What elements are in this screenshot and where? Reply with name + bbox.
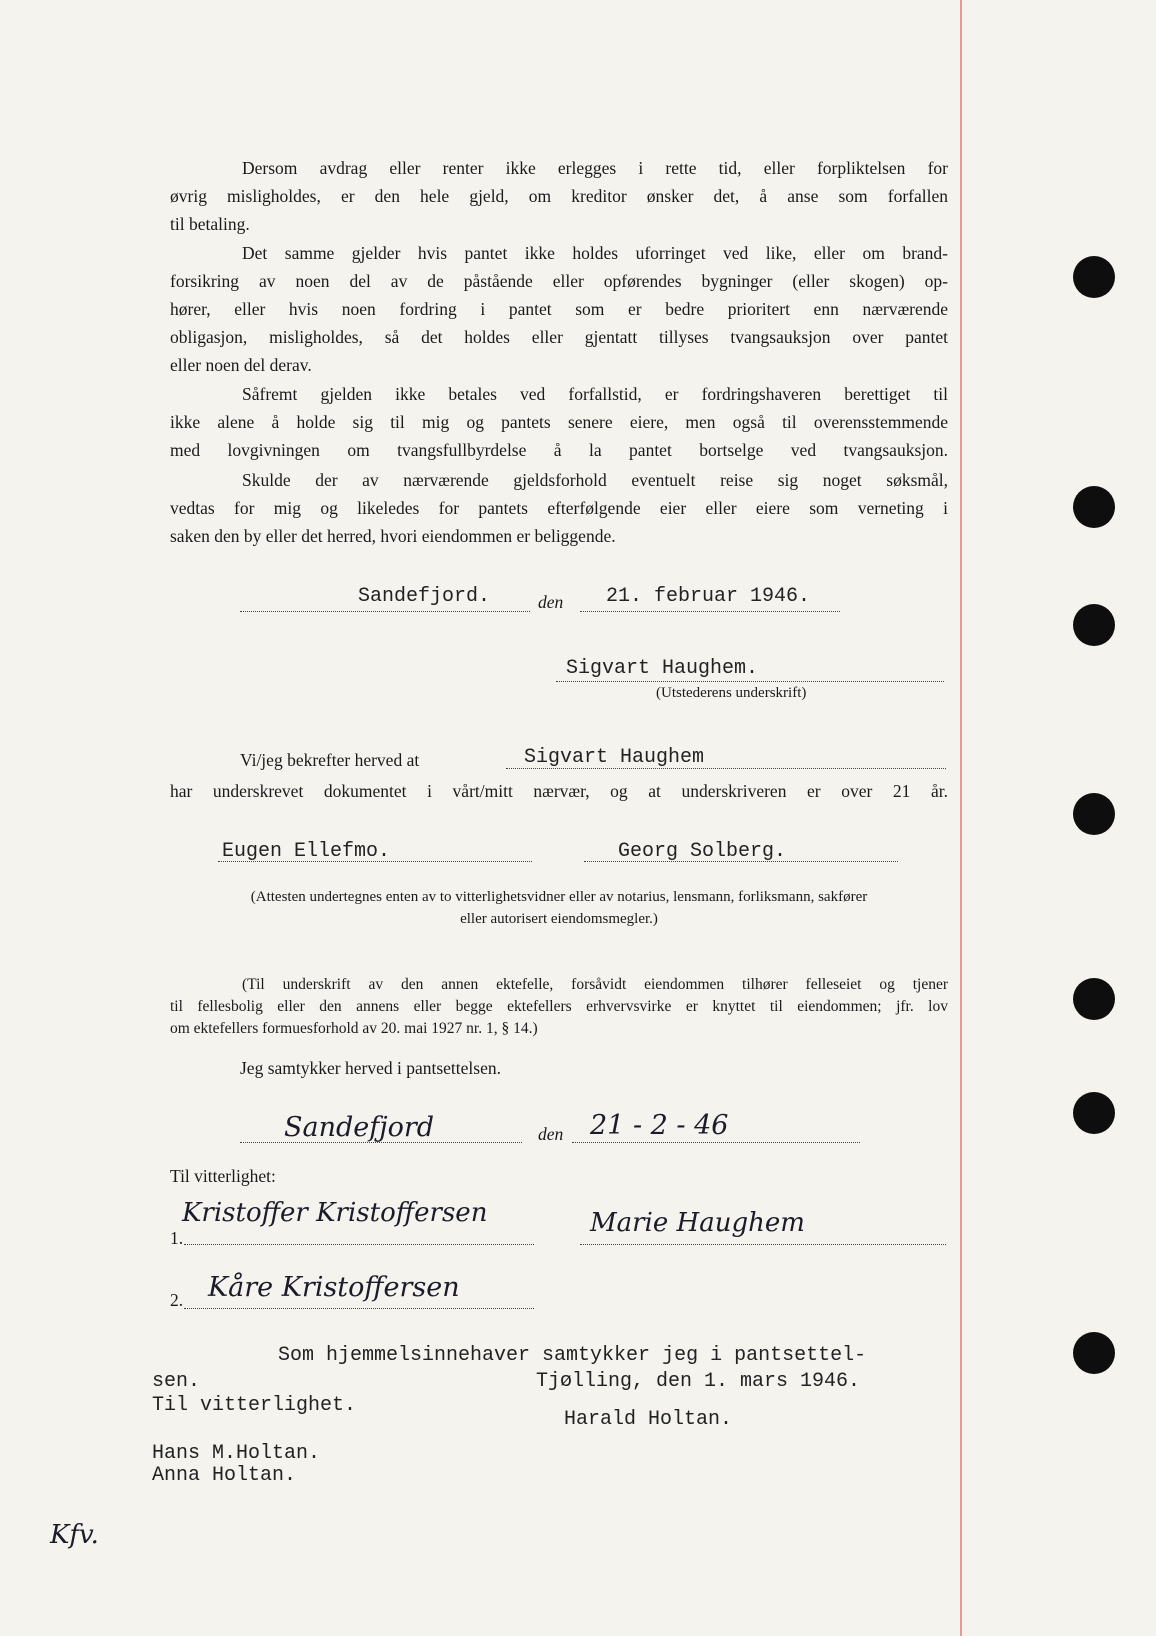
spouse-place: Sandefjord [284, 1112, 435, 1143]
confirmation-lead: Vi/jeg bekrefter herved at [240, 750, 420, 770]
text-line: obligasjon, misligholdes, så det holdes eller gjentatt tillyses tvangsauksjon over pantet [170, 327, 948, 347]
den-label: den [538, 592, 564, 612]
spouse-witness-line-1 [184, 1244, 534, 1245]
spouse-date-line [572, 1142, 860, 1143]
date-dotted-line [580, 611, 840, 612]
witness-1-name: Eugen Ellefmo. [222, 840, 391, 863]
text-line: Skulde der av nærværende gjeldsforhold eventuelt reise sig noget søksmål, [242, 470, 948, 490]
text-line: til fellesbolig eller den annens eller begge ektefellers erhvervsvirke er knyttet til eiendommen; jfr. lov [170, 998, 948, 1015]
text-line: om ektefellers formuesforhold av 20. mai 1927 nr. 1, § 14.) [170, 1020, 538, 1037]
addendum-signer: Harald Holtan. [564, 1408, 733, 1431]
confirmation-line-2 [170, 777, 948, 805]
punch-hole-4 [1073, 793, 1115, 835]
red-margin-line [960, 0, 962, 1636]
punch-hole-1 [1073, 256, 1115, 298]
paragraph-venue [170, 466, 948, 550]
addendum-line-1: Som hjemmelsinnehaver samtykker jeg i pantsettel- [278, 1344, 867, 1367]
witness-number-2: 2. [170, 1290, 184, 1310]
text-line: hører, eller hvis noen fordring i pantet som er bedre prioritert enn nærværende [170, 299, 948, 319]
text-line: har underskrevet dokumentet i vårt/mitt nærvær, og at underskriveren er over 21 år. [170, 781, 948, 801]
text-line: Det samme gjelder hvis pantet ikke holdes uforringet ved like, eller om brand- [242, 243, 948, 263]
issuer-signature-line [556, 681, 944, 682]
text-line: forsikring av noen del av de påstående eller opførendes bygninger (eller skogen) op- [170, 271, 948, 291]
text-line: (Attesten undertegnes enten av to vitterlighetsvidner eller av notarius, lensmann, forliksmann, sakfører [250, 889, 868, 905]
text-line: vedtas for mig og likeledes for pantets efterfølgende eier eller eiere som verneting i [170, 498, 948, 518]
issuer-caption: (Utstederens underskrift) [656, 685, 807, 701]
paragraph-collateral [170, 239, 948, 379]
witness-2-name: Georg Solberg. [618, 840, 787, 863]
punch-hole-2 [1073, 486, 1115, 528]
text-line: Dersom avdrag eller renter ikke erlegges i rette tid, eller forpliktelsen for [242, 158, 948, 178]
spouse-den-label: den [538, 1124, 564, 1144]
text-line: ikke alene å holde sig til mig og pantets senere eiere, men også til overensstemmende [170, 412, 948, 432]
spouse-signature-line [580, 1244, 946, 1245]
text-line: Såfremt gjelden ikke betales ved forfallstid, er fordringshaveren berettiget til [242, 384, 948, 404]
witness-label: Til vitterlighet: [170, 1166, 276, 1186]
attestation-note [168, 886, 950, 930]
punch-hole-7 [1073, 1332, 1115, 1374]
text-line: saken den by eller det herred, hvori eiendommen er beliggende. [170, 526, 616, 546]
addendum-witness-1: Hans M.Holtan. [152, 1442, 321, 1465]
signing-place: Sandefjord. [358, 585, 491, 608]
spouse-witness-1: Kristoffer Kristoffersen [182, 1198, 488, 1228]
punch-hole-6 [1073, 1092, 1115, 1134]
paragraph-due [170, 380, 948, 464]
text-line: til betaling. [170, 214, 250, 234]
punch-hole-3 [1073, 604, 1115, 646]
text-line: eller autorisert eiendomsmegler.) [460, 911, 658, 927]
spouse-date: 21 - 2 - 46 [590, 1110, 729, 1141]
addendum-witness-label: Til vitterlighet. [152, 1394, 357, 1417]
spouse-witness-2: Kåre Kristoffersen [208, 1272, 460, 1303]
addendum-witness-2: Anna Holtan. [152, 1464, 297, 1487]
spouse-witness-line-2 [184, 1308, 534, 1309]
spouse-signature: Marie Haughem [590, 1208, 805, 1238]
consent-text: Jeg samtykker herved i pantsettelsen. [240, 1058, 501, 1078]
confirmation-name: Sigvart Haughem [524, 746, 705, 769]
witness-number-1: 1. [170, 1228, 184, 1248]
addendum-place-date: Tjølling, den 1. mars 1946. [536, 1370, 861, 1393]
text-line: øvrig misligholdes, er den hele gjeld, om kreditor ønsker det, å anse som forfallen [170, 186, 948, 206]
text-line: (Til underskrift av den annen ektefelle, forsåvidt eiendommen tilhører felleseiet og tjener [242, 976, 948, 993]
punch-hole-5 [1073, 978, 1115, 1020]
spouse-note [170, 974, 948, 1040]
addendum-line-2a: sen. [152, 1370, 201, 1393]
clerk-initials: Kfv. [50, 1520, 99, 1550]
paragraph-default [170, 154, 948, 238]
issuer-signature: Sigvart Haughem. [566, 657, 759, 680]
text-line: med lovgivningen om tvangsfullbyrdelse å la pantet bortselge ved tvangsauksjon. [170, 440, 948, 460]
text-line: eller noen del derav. [170, 355, 312, 375]
place-dotted-line [240, 611, 530, 612]
signing-date: 21. februar 1946. [606, 585, 811, 608]
